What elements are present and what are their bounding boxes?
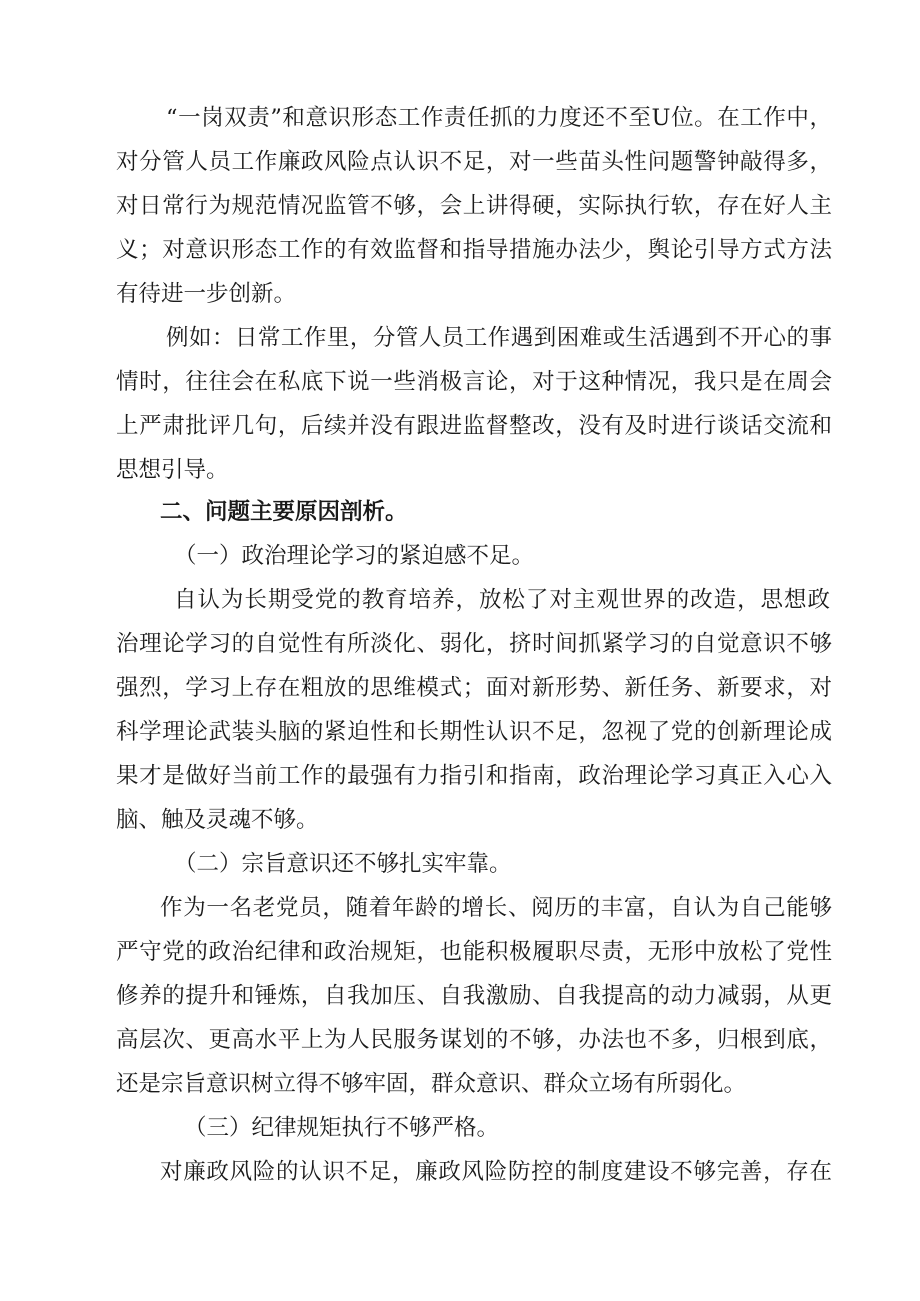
text-line: 严守党的政治纪律和政治规矩，也能积极履职尽责，无形中放松了党性 xyxy=(116,939,832,965)
text-line: 修养的提升和锤炼，自我加压、自我激励、自我提高的动力减弱，从更 xyxy=(116,983,832,1009)
text-line: “一岗双责”和意识形态工作责任抓的力度还不至U位。在工作中， xyxy=(166,105,832,131)
text-line: 治理论学习的自觉性有所淡化、弱化，挤时间抓紧学习的自觉意识不够 xyxy=(116,631,832,657)
text-line: 强烈，学习上存在粗放的思维模式；面对新形势、新任务、新要求，对 xyxy=(116,675,832,701)
text-line: 作为一名老党员，随着年龄的增长、阅历的丰富，自认为自己能够 xyxy=(160,895,832,921)
text-line: 义；对意识形态工作的有效监督和指导措施办法少，舆论引导方式方法 xyxy=(116,237,832,263)
section-heading: 二、问题主要原因剖析。 xyxy=(160,499,408,525)
text-line: 高层次、更高水平上为人民服务谋划的不够，办法也不多，归根到底， xyxy=(116,1027,832,1053)
text-line: 果才是做好当前工作的最强有力指引和指南，政治理论学习真正入心入 xyxy=(116,763,832,789)
text-line: 思想引导。 xyxy=(116,457,229,483)
text-line: 上严肃批评几句，后续并没有跟进监督整改，没有及时进行谈话交流和 xyxy=(116,413,832,439)
text-line: 还是宗旨意识树立得不够牢固，群众意识、群众立场有所弱化。 xyxy=(116,1071,747,1097)
subheading: （二）宗旨意识还不够扎实牢靠。 xyxy=(174,851,512,877)
text-line: 脑、触及灵魂不够。 xyxy=(116,807,319,833)
subheading: （一）政治理论学习的紧迫感不足。 xyxy=(174,543,535,569)
text-line: 对分管人员工作廉政风险点认识不足，对一些苗头性问题警钟敲得多， xyxy=(116,149,832,175)
subheading: （三）纪律规矩执行不够严格。 xyxy=(184,1115,500,1141)
text-line: 情时，往往会在私底下说一些消极言论，对于这种情况，我只是在周会 xyxy=(116,369,832,395)
text-line: 科学理论武装头脑的紧迫性和长期性认识不足，忽视了党的创新理论成 xyxy=(116,719,832,745)
text-line: 对廉政风险的认识不足，廉政风险防控的制度建设不够完善，存在 xyxy=(160,1159,832,1185)
text-line: 有待进一步创新。 xyxy=(116,281,297,307)
text-line: 对日常行为规范情况监管不够，会上讲得硬，实际执行软，存在好人主 xyxy=(116,193,832,219)
text-line: 自认为长期受党的教育培养，放松了对主观世界的改造，思想政 xyxy=(174,587,830,613)
text-line: 例如：日常工作里，分管人员工作遇到困难或生活遇到不开心的事 xyxy=(166,325,832,351)
